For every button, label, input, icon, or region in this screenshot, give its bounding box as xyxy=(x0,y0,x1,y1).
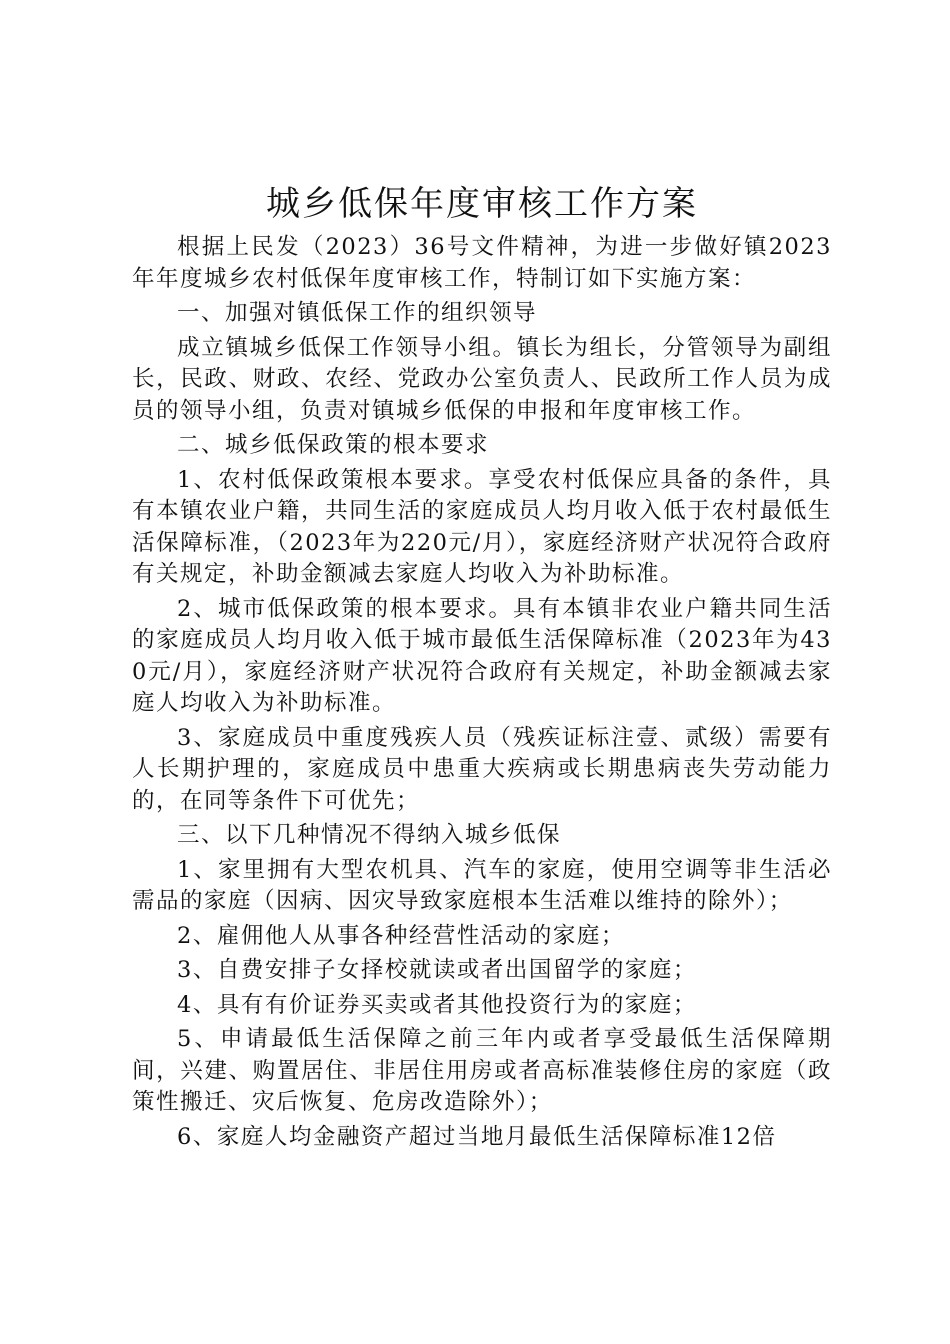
section-2-item-3: 3、家庭成员中重度残疾人员（残疾证标注壹、贰级）需要有人长期护理的，家庭成员中患重大疾病或长期患病丧失劳动能力的，在同等条件下可优先； xyxy=(132,724,832,814)
section-3-item-3: 3、自费安排子女择校就读或者出国留学的家庭； xyxy=(177,957,697,983)
section-1-paragraph: 成立镇城乡低保工作领导小组。镇长为组长，分管领导为副组长，民政、财政、农经、党政办公室负责人、民政所工作人员为成员的领导小组，负责对镇城乡低保的申报和年度审核工作。 xyxy=(132,334,832,424)
section-2-item-2: 2、城市低保政策的根本要求。具有本镇非农业户籍共同生活的家庭成员人均月收入低于城市最低生活保障标准（2023年为430元/月），家庭经济财产状况符合政府有关规定，补助金额减去家庭人均收入为补助标准。 xyxy=(132,595,832,716)
section-3-item-1: 1、家里拥有大型农机具、汽车的家庭，使用空调等非生活必需品的家庭（因病、因灾导致家庭根本生活难以维持的除外）； xyxy=(132,856,832,914)
section-3-item-2: 2、雇佣他人从事各种经营性活动的家庭； xyxy=(177,922,625,949)
document-page xyxy=(132,180,832,1156)
section-heading-2: 二、城乡低保政策的根本要求 xyxy=(177,432,490,458)
document-title: 城乡低保年度审核工作方案 xyxy=(266,184,698,224)
section-3-item-5: 5、申请最低生活保障之前三年内或者享受最低生活保障期间，兴建、购置居住、非居住用房或者高标准装修住房的家庭（政策性搬迁、灾后恢复、危房改造除外）； xyxy=(132,1026,832,1115)
section-3-item-6: 6、家庭人均金融资产超过当地月最低生活保障标准12倍 xyxy=(177,1123,777,1150)
section-3-item-4: 4、具有有价证券买卖或者其他投资行为的家庭； xyxy=(177,991,697,1018)
section-heading-3: 三、以下几种情况不得纳入城乡低保 xyxy=(177,822,562,848)
section-2-item-1: 1、农村低保政策根本要求。享受农村低保应具备的条件，具有本镇农业户籍，共同生活的家庭成员人均月收入低于农村最低生活保障标准，（2023年为220元/月），家庭经济财产状况符合政府有关规定，补助金额减去家庭人均收入为补助标准。 xyxy=(132,466,832,587)
intro-paragraph: 根据上民发（2023）36号文件精神，为进一步做好镇2023年年度城乡农村低保年度审核工作，特制订如下实施方案： xyxy=(132,234,832,292)
section-heading-1: 一、加强对镇低保工作的组织领导 xyxy=(177,300,538,326)
